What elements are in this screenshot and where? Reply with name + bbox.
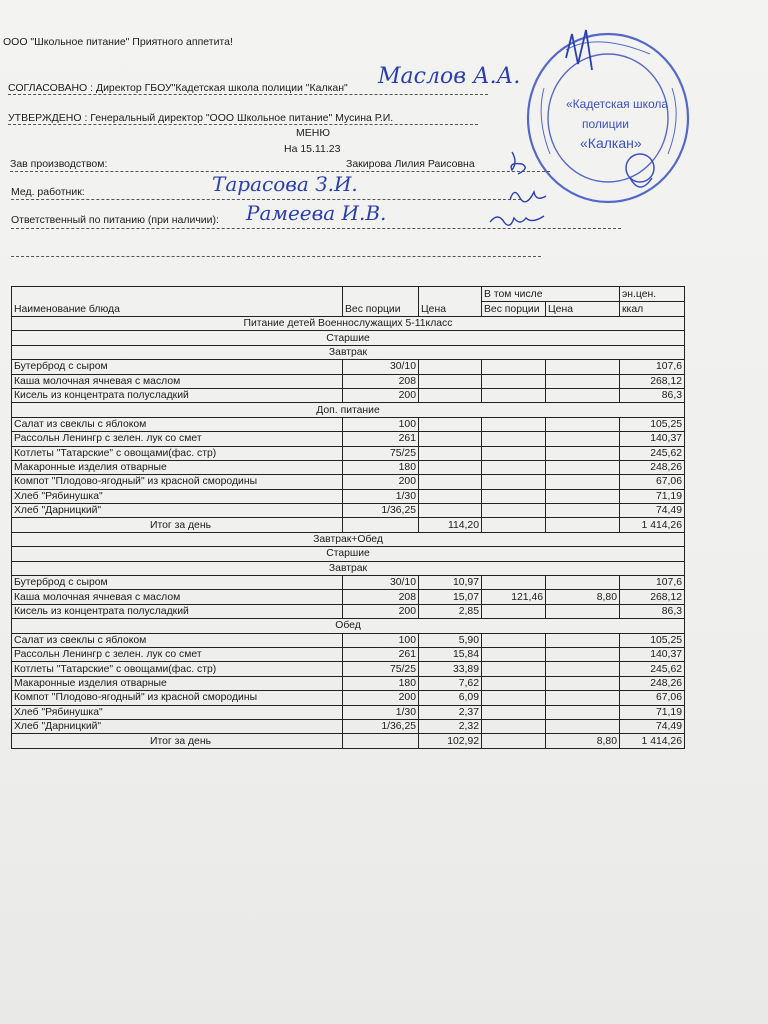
table-row	[12, 374, 685, 388]
table-row	[12, 647, 685, 661]
dish-kcal: 140,37	[620, 647, 685, 661]
dish-incl-weight: 121,46	[482, 590, 546, 604]
dish-name: Кисель из концентрата полусладкий	[12, 388, 343, 402]
dish-price	[419, 460, 482, 474]
section2-title: Завтрак+Обед	[12, 532, 685, 546]
header-incl-weight: Вес порции	[482, 302, 546, 317]
menu-table	[11, 286, 685, 749]
dish-price: 10,97	[419, 576, 482, 590]
medic-underline	[11, 199, 521, 200]
header-name: Наименование блюда	[12, 287, 343, 317]
dish-name: Рассольн Ленингр с зелен. лук со смет	[12, 647, 343, 661]
dish-price	[419, 475, 482, 489]
total1-incl-price	[546, 518, 620, 532]
table-row	[12, 504, 685, 518]
table-row	[12, 719, 685, 733]
group-row	[12, 331, 685, 345]
table-row	[12, 662, 685, 676]
meal-row	[12, 561, 685, 575]
dish-name: Хлеб "Рябинушка"	[12, 489, 343, 503]
dish-incl-weight	[482, 719, 546, 733]
menu-title: МЕНЮ	[296, 127, 330, 139]
extra-underline	[11, 256, 541, 257]
dish-weight: 200	[343, 475, 419, 489]
dish-incl-price	[546, 647, 620, 661]
table-row	[12, 576, 685, 590]
header-price: Цена	[419, 287, 482, 317]
total2-incl-price: 8,80	[546, 734, 620, 748]
dish-kcal: 268,12	[620, 590, 685, 604]
dish-name: Макаронные изделия отварные	[12, 676, 343, 690]
dish-price: 15,84	[419, 647, 482, 661]
dish-incl-weight	[482, 417, 546, 431]
stamp-text-bot: «Калкан»	[580, 135, 642, 151]
responsible-signature: Рамеева И.В.	[246, 201, 387, 225]
stamp-text-top: «Кадетская школа	[566, 97, 669, 111]
dish-incl-weight	[482, 475, 546, 489]
dish-name: Макаронные изделия отварные	[12, 460, 343, 474]
dish-weight: 180	[343, 460, 419, 474]
total1-price: 114,20	[419, 518, 482, 532]
table-row	[12, 360, 685, 374]
dish-kcal: 74,49	[620, 504, 685, 518]
dish-weight: 30/10	[343, 360, 419, 374]
table-row	[12, 705, 685, 719]
table-row	[12, 489, 685, 503]
medic-signature: Тарасова З.И.	[212, 172, 358, 196]
dish-weight: 200	[343, 691, 419, 705]
dish-incl-price	[546, 504, 620, 518]
dish-price	[419, 489, 482, 503]
section2-group: Старшие	[12, 547, 685, 561]
dish-incl-weight	[482, 604, 546, 618]
total1-label: Итог за день	[12, 518, 343, 532]
dish-weight: 208	[343, 374, 419, 388]
dish-weight: 30/10	[343, 576, 419, 590]
extra1-rows	[12, 417, 685, 518]
dish-weight: 1/36,25	[343, 719, 419, 733]
dish-incl-price	[546, 388, 620, 402]
dish-kcal: 248,26	[620, 460, 685, 474]
dish-name: Компот "Плодово-ягодный" из красной смородины	[12, 475, 343, 489]
meal-row	[12, 619, 685, 633]
stamp-text-mid: полиции	[582, 117, 629, 131]
dish-incl-price	[546, 360, 620, 374]
confirmed-underline	[8, 124, 478, 125]
total-row	[12, 734, 685, 748]
total-row	[12, 518, 685, 532]
dish-kcal: 67,06	[620, 475, 685, 489]
dish-weight: 200	[343, 604, 419, 618]
organization-stamp	[522, 28, 690, 206]
table-row	[12, 460, 685, 474]
dish-price: 2,37	[419, 705, 482, 719]
dish-kcal: 105,25	[620, 417, 685, 431]
section1-title: Питание детей Военнослужащих 5-11класс	[12, 317, 685, 331]
dish-name: Рассольн Ленингр с зелен. лук со смет	[12, 432, 343, 446]
meal-row	[12, 345, 685, 359]
dish-incl-weight	[482, 676, 546, 690]
dish-incl-price	[546, 604, 620, 618]
dish-kcal: 71,19	[620, 705, 685, 719]
dish-incl-weight	[482, 388, 546, 402]
dish-price: 7,62	[419, 676, 482, 690]
dish-weight: 75/25	[343, 662, 419, 676]
table-header-row	[12, 287, 685, 302]
dish-incl-weight	[482, 504, 546, 518]
total2-price: 102,92	[419, 734, 482, 748]
section-title-row	[12, 532, 685, 546]
dish-name: Бутерброд с сыром	[12, 360, 343, 374]
approved-signature: Маслов А.А.	[378, 64, 521, 89]
menu-date: На 15.11.23	[284, 143, 341, 155]
dish-incl-weight	[482, 647, 546, 661]
dish-incl-price	[546, 432, 620, 446]
dish-name: Салат из свеклы с яблоком	[12, 417, 343, 431]
dish-incl-weight	[482, 489, 546, 503]
dish-incl-price	[546, 691, 620, 705]
dish-incl-price	[546, 475, 620, 489]
dish-kcal: 245,62	[620, 662, 685, 676]
dish-incl-price	[546, 489, 620, 503]
dish-incl-price	[546, 460, 620, 474]
dish-name: Кисель из концентрата полусладкий	[12, 604, 343, 618]
table-row	[12, 388, 685, 402]
dish-price	[419, 504, 482, 518]
dish-name: Хлеб "Дарницкий"	[12, 504, 343, 518]
dish-price: 15,07	[419, 590, 482, 604]
dish-kcal: 71,19	[620, 489, 685, 503]
section1-meal-breakfast: Завтрак	[12, 345, 685, 359]
medic-label: Мед. работник:	[11, 186, 85, 198]
dish-kcal: 86,3	[620, 388, 685, 402]
dish-weight: 261	[343, 647, 419, 661]
meal-row	[12, 403, 685, 417]
dish-price: 5,90	[419, 633, 482, 647]
header-weight: Вес порции	[343, 287, 419, 317]
total1-kcal: 1 414,26	[620, 518, 685, 532]
section2-meal-breakfast: Завтрак	[12, 561, 685, 575]
dish-incl-price	[546, 719, 620, 733]
dish-incl-weight	[482, 705, 546, 719]
breakfast1-rows	[12, 360, 685, 403]
dish-kcal: 67,06	[620, 691, 685, 705]
dish-price: 33,89	[419, 662, 482, 676]
dish-incl-weight	[482, 374, 546, 388]
dish-weight: 75/25	[343, 446, 419, 460]
header-energy: эн.цен.	[620, 287, 685, 302]
dish-name: Компот "Плодово-ягодный" из красной смородины	[12, 691, 343, 705]
section-title-row	[12, 317, 685, 331]
dish-kcal: 107,6	[620, 360, 685, 374]
table-row	[12, 417, 685, 431]
dish-kcal: 74,49	[620, 719, 685, 733]
dish-price	[419, 417, 482, 431]
total2-kcal: 1 414,26	[620, 734, 685, 748]
lunch2-rows	[12, 633, 685, 734]
dish-kcal: 248,26	[620, 676, 685, 690]
production-label: Зав производством:	[10, 158, 108, 170]
approved-line: СОГЛАСОВАНО : Директор ГБОУ"Кадетская школа полиции "Калкан"	[8, 82, 348, 94]
dish-kcal: 268,12	[620, 374, 685, 388]
dish-incl-price	[546, 417, 620, 431]
company-line: ООО "Школьное питание" Приятного аппетита!	[3, 36, 233, 48]
dish-kcal: 105,25	[620, 633, 685, 647]
dish-price: 2,85	[419, 604, 482, 618]
dish-incl-weight	[482, 576, 546, 590]
dish-incl-weight	[482, 446, 546, 460]
header-incl: В том числе	[482, 287, 620, 302]
dish-weight: 1/36,25	[343, 504, 419, 518]
dish-incl-weight	[482, 662, 546, 676]
dish-name: Каша молочная ячневая с маслом	[12, 374, 343, 388]
dish-name: Хлеб "Рябинушка"	[12, 705, 343, 719]
dish-kcal: 245,62	[620, 446, 685, 460]
dish-incl-price	[546, 676, 620, 690]
dish-price: 2,32	[419, 719, 482, 733]
dish-incl-weight	[482, 360, 546, 374]
table-row	[12, 633, 685, 647]
table-row	[12, 446, 685, 460]
dish-name: Котлеты "Татарские" с овощами(фас. стр)	[12, 446, 343, 460]
dish-weight: 1/30	[343, 489, 419, 503]
section2-meal-lunch: Обед	[12, 619, 685, 633]
dish-name: Хлеб "Дарницкий"	[12, 719, 343, 733]
dish-price	[419, 432, 482, 446]
dish-incl-price	[546, 662, 620, 676]
table-row	[12, 590, 685, 604]
section1-group: Старшие	[12, 331, 685, 345]
dish-price	[419, 360, 482, 374]
confirmed-line: УТВЕРЖДЕНО : Генеральный директор "ООО Школьное питание" Мусина Р.И.	[8, 112, 394, 124]
dish-weight: 180	[343, 676, 419, 690]
dish-incl-price	[546, 446, 620, 460]
dish-name: Салат из свеклы с яблоком	[12, 633, 343, 647]
dish-weight: 200	[343, 388, 419, 402]
dish-incl-price	[546, 576, 620, 590]
dish-weight: 261	[343, 432, 419, 446]
dish-weight: 1/30	[343, 705, 419, 719]
table-row	[12, 432, 685, 446]
production-name: Закирова Лилия Раисовна	[346, 158, 475, 170]
dish-weight: 100	[343, 417, 419, 431]
dish-incl-weight	[482, 460, 546, 474]
responsible-label: Ответственный по питанию (при наличии):	[11, 214, 219, 226]
dish-kcal: 107,6	[620, 576, 685, 590]
approved-underline	[8, 94, 488, 95]
dish-name: Каша молочная ячневая с маслом	[12, 590, 343, 604]
dish-name: Котлеты "Татарские" с овощами(фас. стр)	[12, 662, 343, 676]
group-row	[12, 547, 685, 561]
dish-price	[419, 388, 482, 402]
table-row	[12, 676, 685, 690]
header-incl-price: Цена	[546, 302, 620, 317]
dish-price: 6,09	[419, 691, 482, 705]
total2-label: Итог за день	[12, 734, 343, 748]
dish-kcal: 140,37	[620, 432, 685, 446]
dish-name: Бутерброд с сыром	[12, 576, 343, 590]
table-row	[12, 604, 685, 618]
dish-incl-price: 8,80	[546, 590, 620, 604]
dish-price	[419, 446, 482, 460]
table-row	[12, 475, 685, 489]
dish-weight: 208	[343, 590, 419, 604]
header-energy-unit: ккал	[620, 302, 685, 317]
table-row	[12, 691, 685, 705]
dish-incl-weight	[482, 633, 546, 647]
dish-incl-price	[546, 705, 620, 719]
dish-incl-weight	[482, 691, 546, 705]
breakfast2-rows	[12, 576, 685, 619]
dish-kcal: 86,3	[620, 604, 685, 618]
dish-incl-price	[546, 633, 620, 647]
dish-incl-weight	[482, 432, 546, 446]
dish-incl-price	[546, 374, 620, 388]
section1-meal-extra: Доп. питание	[12, 403, 685, 417]
dish-weight: 100	[343, 633, 419, 647]
dish-price	[419, 374, 482, 388]
